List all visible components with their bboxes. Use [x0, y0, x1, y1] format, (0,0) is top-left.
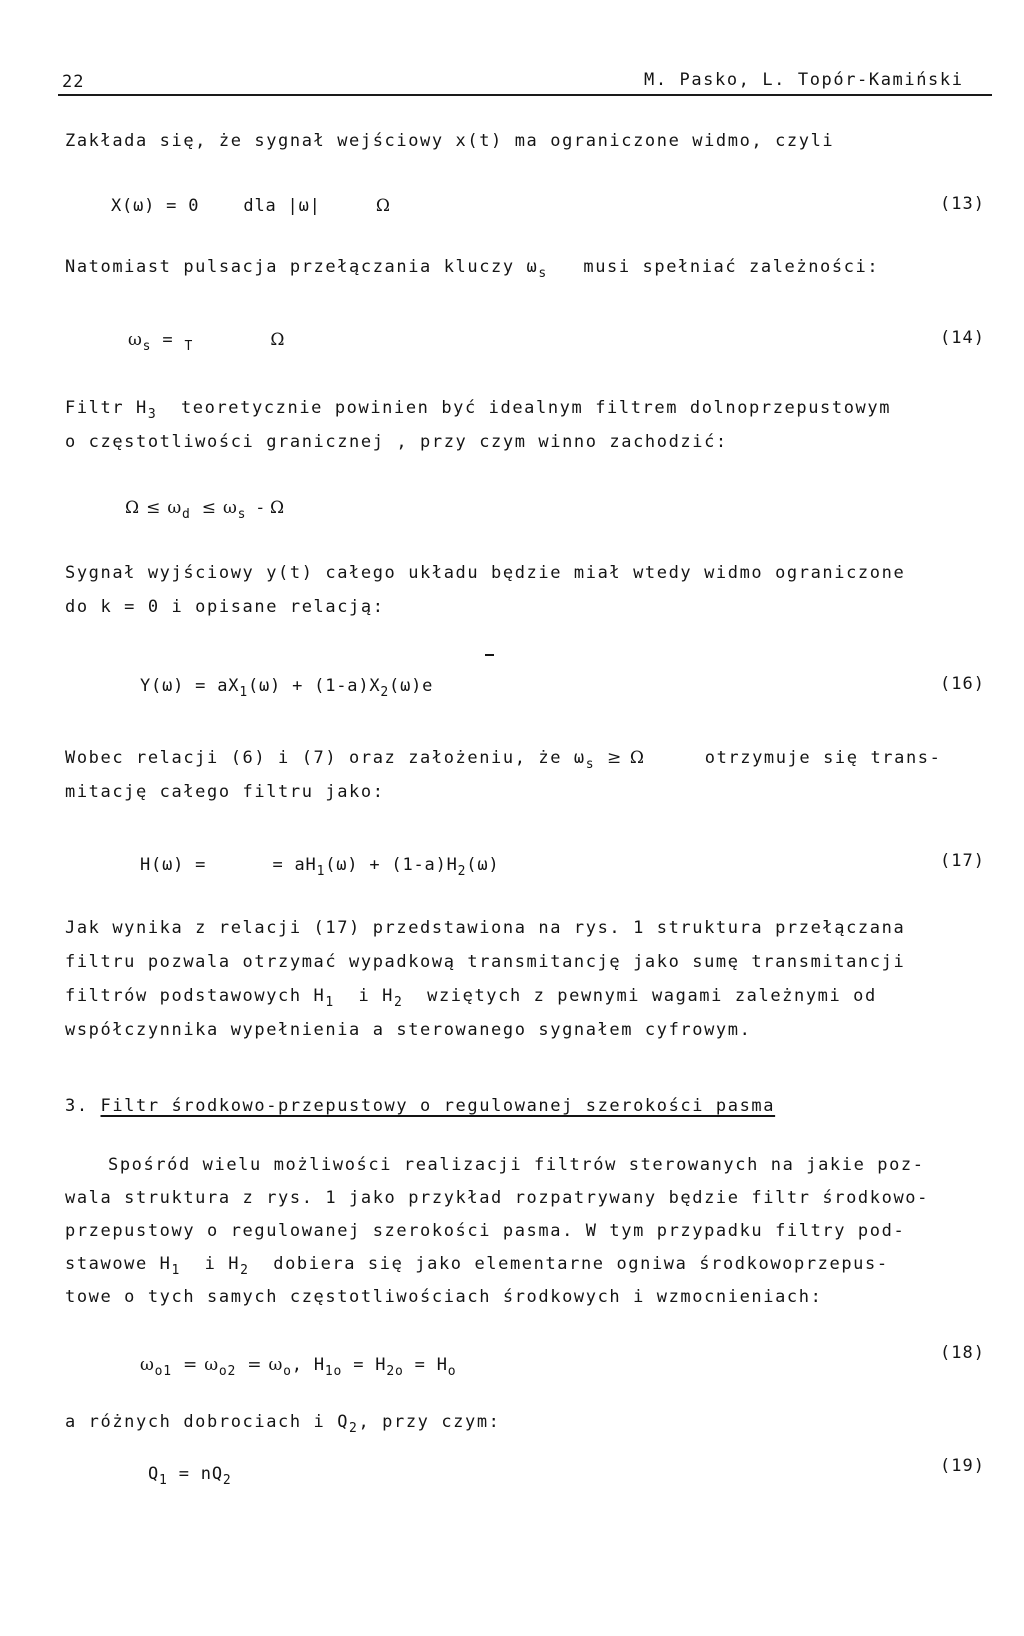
running-header-authors: M. Pasko, L. Topór-Kamiński: [644, 70, 964, 90]
eq19-s2: 2: [222, 1473, 232, 1488]
paragraph-filter-h3-line1: [65, 398, 891, 422]
p6-line3c: wziętych z pewnymi wagami zależnymi od: [427, 986, 877, 1006]
eq17-s2: 2: [457, 864, 467, 879]
equation-16-number: (16): [940, 674, 985, 694]
paragraph-structure-line4: współczynnika wypełnienia a sterowanego sygnałem cyfrowym.: [65, 1020, 752, 1040]
equation-14: [128, 330, 285, 354]
eq18-s5: 2o: [386, 1364, 404, 1379]
p6-line3-s2: 2: [394, 995, 404, 1010]
paragraph-transmittance-line2: mitację całego filtru jako:: [65, 782, 385, 802]
paragraph-quality: [65, 1412, 501, 1436]
eq14-sub: s: [142, 339, 152, 354]
eq17-a: H(ω) =: [140, 855, 207, 875]
equation-19-number: (19): [940, 1456, 985, 1476]
eq16-s1: 1: [239, 685, 248, 700]
equation-18-number: (18): [940, 1343, 985, 1363]
equation-13: [111, 196, 391, 216]
p6-line3b: i H: [358, 986, 394, 1006]
p7-line4c: dobiera się jako elementarne ogniwa środkowoprzepus-: [273, 1254, 889, 1274]
equation-19: [148, 1464, 232, 1488]
p8-sub: 2: [349, 1421, 359, 1436]
eq13-mid: dla |ω|: [243, 196, 321, 216]
paragraph-bandpass-line4: [65, 1254, 889, 1278]
eq17-c: (ω) + (1-a)H: [325, 855, 458, 875]
eq15-c: - Ω: [257, 498, 285, 518]
eq16-b: (ω) + (1-a)X: [247, 676, 381, 696]
eq13-lhs: X(ω) = 0: [111, 196, 200, 216]
eq14-eq: =: [162, 330, 174, 350]
p2-text: Natomiast pulsacja przełączania kluczy ω: [65, 257, 539, 277]
eq19-s1: 1: [159, 1473, 168, 1488]
paragraph-bandpass-line2: wala struktura z rys. 1 jako przykład rozpatrywany będzie filtr środkowo-: [65, 1188, 929, 1208]
eq18-s3: o: [283, 1364, 292, 1379]
p2-tail: musi spełniać zależności:: [583, 257, 880, 277]
p3-line1a: Filtr H: [65, 398, 148, 418]
p7-line4-s2: 2: [240, 1263, 250, 1278]
paragraph-bandpass-line5: towe o tych samych częstotliwościach środkowych i wzmocnieniach:: [65, 1287, 823, 1307]
p5-sub: s: [585, 757, 596, 772]
eq19-b: = nQ: [178, 1464, 223, 1484]
equation-14-number: (14): [940, 328, 985, 348]
eq18-s1: o1: [154, 1364, 172, 1379]
exponent-bar: [485, 654, 494, 656]
eq19-a: Q: [148, 1464, 160, 1484]
equation-13-number: (13): [940, 194, 985, 214]
eq15-b: ≤ ω: [201, 498, 238, 518]
equation-17: [140, 855, 499, 879]
paragraph-structure-line3: [65, 986, 877, 1010]
eq18-a: ω: [140, 1355, 155, 1375]
eq18-d: , H: [291, 1355, 325, 1375]
eq15-sub-d: d: [182, 507, 191, 522]
section-3-title: Filtr środkowo-przepustowy o regulowanej szerokości pasma: [100, 1096, 776, 1116]
section-3-number: 3.: [65, 1096, 89, 1116]
paragraph-structure-line2: filtru pozwala otrzymać wypadkową transmitancję jako sumę transmitancji: [65, 952, 906, 972]
paragraph-output-line1: Sygnał wyjściowy y(t) całego układu będzie miał wtedy widmo ograniczone: [65, 563, 906, 583]
paragraph-intro: Zakłada się, że sygnał wejściowy x(t) ma ograniczone widmo, czyli: [65, 131, 835, 151]
p6-line3a: filtrów podstawowych H: [65, 986, 326, 1006]
eq18-b: = ω: [182, 1355, 219, 1375]
p3-line1b: teoretycznie powinien być idealnym filtrem dolnoprzepustowym: [180, 398, 892, 418]
paragraph-switching: [65, 257, 879, 281]
eq18-c: = ω: [247, 1355, 284, 1375]
p2-sub: s: [538, 266, 548, 281]
paragraph-bandpass-line1: Spośród wielu możliwości realizacji filtrów sterowanych na jakie poz-: [108, 1155, 925, 1175]
equation-16: [140, 676, 433, 700]
eq16-c: (ω)e: [389, 676, 434, 696]
p3-sub: 3: [147, 407, 158, 422]
eq18-s6: o: [447, 1364, 457, 1379]
eq17-b: = aH: [272, 855, 317, 875]
paragraph-bandpass-line3: przepustowy o regulowanej szerokości pasma. W tym przypadku filtry pod-: [65, 1221, 906, 1241]
eq17-s1: 1: [316, 864, 326, 879]
paragraph-filter-h3-line2: o częstotliwości granicznej , przy czym winno zachodzić:: [65, 432, 728, 452]
p5-line1b: ≥ Ω: [607, 748, 646, 768]
page-number: 22: [62, 72, 85, 92]
p8-b: , przy czym:: [358, 1412, 501, 1432]
paragraph-output-line2: do k = 0 i opisane relacją:: [65, 597, 385, 617]
equation-18: [140, 1355, 456, 1379]
eq18-s2: o2: [218, 1364, 237, 1379]
eq14-t: T: [184, 339, 194, 354]
eq15-sub-s: s: [237, 507, 247, 522]
paragraph-structure-line1: Jak wynika z relacji (17) przedstawiona na rys. 1 struktura przełączana: [65, 918, 906, 938]
p5-line1c: otrzymuje się trans-: [704, 748, 942, 768]
p7-line4a: stawowe H: [65, 1254, 172, 1274]
eq15-a: Ω ≤ ω: [125, 498, 183, 518]
section-3-heading: [65, 1096, 775, 1116]
eq14-rhs: Ω: [270, 330, 286, 350]
eq16-a: Y(ω) = aX: [140, 676, 240, 696]
p7-line4b: i H: [204, 1254, 241, 1274]
eq18-e: = H: [353, 1355, 387, 1375]
equation-17-number: (17): [940, 851, 985, 871]
p7-line4-s1: 1: [171, 1263, 181, 1278]
eq18-f: = H: [414, 1355, 448, 1375]
p5-line1a: Wobec relacji (6) i (7) oraz założeniu, że ω: [65, 748, 586, 768]
eq17-d: (ω): [466, 855, 500, 875]
p6-line3-s1: 1: [325, 995, 335, 1010]
p8-a: a różnych dobrociach i Q: [65, 1412, 350, 1432]
paragraph-transmittance-line1: [65, 748, 941, 772]
eq14-omega: ω: [128, 330, 143, 350]
eq18-s4: 1o: [324, 1364, 343, 1379]
eq16-s2: 2: [380, 685, 390, 700]
equation-15: [125, 498, 285, 522]
eq13-rhs: Ω: [375, 196, 391, 216]
header-rule: [58, 94, 992, 96]
